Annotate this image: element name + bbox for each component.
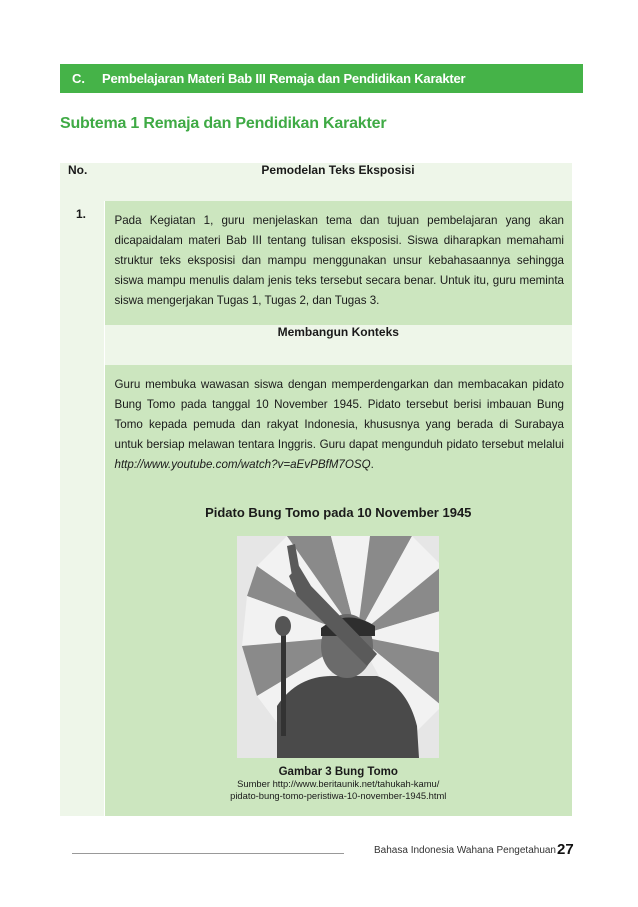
- source-line: Sumber http://www.beritaunik.net/tahukah-kamu/: [237, 778, 440, 789]
- row-number: 1.: [76, 207, 87, 221]
- bung-tomo-photo: [237, 536, 439, 758]
- figure-source: [105, 778, 573, 816]
- subheader-row: [60, 325, 572, 365]
- row-content-cell: [104, 201, 572, 325]
- table-row: [60, 489, 572, 816]
- speech-title: Pidato Bung Tomo pada 10 November 1945: [205, 505, 472, 520]
- figure-caption: Gambar 3 Bung Tomo: [278, 766, 398, 778]
- kegiatan-paragraph: Pada Kegiatan 1, guru menjelaskan tema dan tujuan pembelajaran yang akan dicapaidalam materi Bab III tentang tulisan eksposisi. Siswa diharapkan memahami struktur teks eksposisi dan mampu menggunakan unsur kebahasaannya sehingga siswa mampu menulis dalam jenis teks tersebut secara benar. Untuk itu, guru meminta siswa mengerjakan Tugas 1, Tugas 2, dan Tugas 3.: [114, 214, 564, 307]
- section-header-bar: [60, 64, 583, 93]
- footer-book-title: Bahasa Indonesia Wahana Pengetahuan: [374, 845, 556, 856]
- table-row: [60, 365, 572, 489]
- source-line: pidato-bung-tomo-peristiwa-10-november-1945.html: [230, 790, 447, 801]
- section-letter: C.: [72, 71, 85, 86]
- figure-cell: [104, 489, 572, 816]
- page-number: 27: [557, 841, 574, 858]
- subtema-heading: Subtema 1 Remaja dan Pendidikan Karakter: [60, 115, 387, 132]
- konteks-text: Guru membuka wawasan siswa dengan memperdengarkan dan membacakan pidato Bung Tomo pada tanggal 10 November 1945. Pidato tersebut berisi imbauan Bung Tomo kepada pemuda dan rakyat Indonesia, khususnya yang berada di Surabaya untuk bersiap melawan tentara Inggris. Guru dapat mengunduh pidato tersebut melalui: [114, 378, 564, 451]
- empty-no-cell: [60, 325, 104, 365]
- lesson-table: [60, 163, 572, 816]
- column-header-title: Pemodelan Teks Eksposisi: [104, 163, 572, 201]
- subheader-title: Membangun Konteks: [104, 325, 572, 365]
- konteks-text-end: .: [370, 458, 374, 471]
- table-row: [60, 201, 572, 325]
- youtube-link[interactable]: http://www.youtube.com/watch?v=aEvPBfM7OSQ: [114, 458, 371, 471]
- row-number-cell: [60, 201, 104, 325]
- table-header-row: [60, 163, 572, 201]
- empty-no-cell: [60, 489, 104, 816]
- konteks-paragraph: [105, 365, 573, 489]
- section-title: Pembelajaran Materi Bab III Remaja dan Pendidikan Karakter: [102, 71, 466, 86]
- empty-no-cell: [60, 365, 104, 489]
- column-header-no: No.: [60, 163, 104, 201]
- footer-divider: [72, 853, 344, 854]
- row-content-cell: [104, 365, 572, 489]
